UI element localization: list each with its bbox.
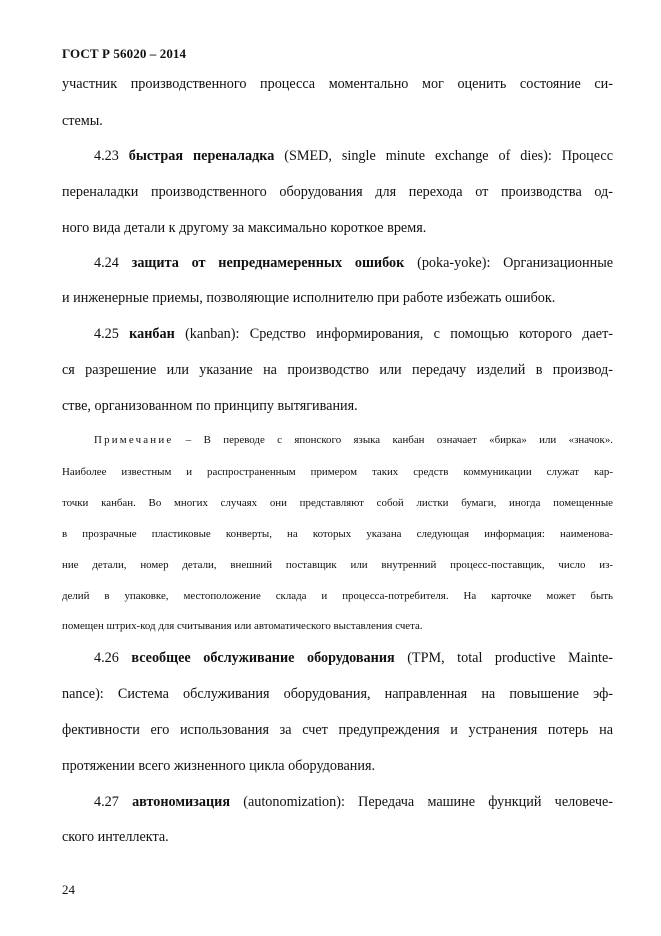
paragraph-line: ся разрешение или указание на производство или передачу изделий в производ- bbox=[62, 362, 613, 378]
term-name: всеобщее обслуживание оборудования bbox=[131, 650, 395, 666]
paragraph-line: ного вида детали к другому за максимально короткое время. bbox=[62, 220, 427, 236]
paragraph-line: стемы. bbox=[62, 113, 103, 129]
term-definition: (TPM, total productive Mainte- bbox=[407, 650, 614, 666]
term-number: 4.23 bbox=[94, 148, 119, 164]
term-number: 4.26 bbox=[94, 650, 119, 666]
term-4-26-line bbox=[94, 650, 613, 667]
term-name: защита от непреднамеренных ошибок bbox=[131, 255, 405, 271]
term-number: 4.24 bbox=[94, 255, 119, 271]
term-4-27-line bbox=[94, 794, 613, 811]
paragraph-line: стве, организованном по принципу вытягивания. bbox=[62, 398, 358, 414]
note-label: Примечание bbox=[94, 434, 174, 446]
term-4-24-line bbox=[94, 255, 613, 272]
term-name: быстрая переналадка bbox=[128, 148, 275, 164]
term-4-23-line bbox=[94, 148, 613, 165]
term-definition: (autonomization): Передача машине функций человече- bbox=[243, 794, 614, 810]
note-line: ние детали, номер детали, внешний поставщик или внутренний процесс-поставщик, число из- bbox=[62, 559, 613, 571]
term-number: 4.27 bbox=[94, 794, 119, 810]
paragraph-line: переналадки производственного оборудования для перехода от производства од- bbox=[62, 184, 613, 200]
note-line: в прозрачные пластиковые конверты, на которых указана следующая информация: наименова- bbox=[62, 528, 613, 540]
term-definition: (poka-yoke): Организационные bbox=[417, 255, 614, 271]
page-number: 24 bbox=[62, 882, 75, 897]
page-header-standard: ГОСТ Р 56020 – 2014 bbox=[62, 46, 187, 61]
term-name: канбан bbox=[129, 326, 175, 342]
paragraph-line: протяжении всего жизненного цикла оборудования. bbox=[62, 758, 376, 774]
paragraph-line: ского интеллекта. bbox=[62, 829, 169, 845]
term-4-25-line bbox=[94, 326, 613, 343]
note-line bbox=[94, 434, 613, 446]
term-number: 4.25 bbox=[94, 326, 119, 342]
term-name: автономизация bbox=[132, 794, 230, 810]
note-line: Наиболее известным и распространенным примером таких средств коммуникации служат кар- bbox=[62, 466, 613, 478]
note-line: помещен штрих-код для считывания или автоматического выставления счета. bbox=[62, 620, 423, 632]
note-line: точки канбан. Во многих случаях они представляют собой листки бумаги, иногда помещенные bbox=[62, 497, 613, 509]
term-definition: (kanban): Средство информирования, с помощью которого дает- bbox=[185, 326, 614, 342]
note-line: делий в упаковке, местоположение склада и процесса-потребителя. На карточке может быть bbox=[62, 590, 613, 602]
paragraph-line: nance): Система обслуживания оборудования, направленная на повышение эф- bbox=[62, 686, 613, 702]
paragraph-line: участник производственного процесса моментально мог оценить состояние си- bbox=[62, 76, 613, 92]
note-text: – В переводе с японского языка канбан означает «бирка» или «значок». bbox=[185, 434, 613, 446]
term-definition: (SMED, single minute exchange of dies): Процесс bbox=[284, 148, 614, 164]
paragraph-line: и инженерные приемы, позволяющие исполнителю при работе избежать ошибок. bbox=[62, 290, 556, 306]
paragraph-line: фективности его использования за счет предупреждения и устранения потерь на bbox=[62, 722, 613, 738]
